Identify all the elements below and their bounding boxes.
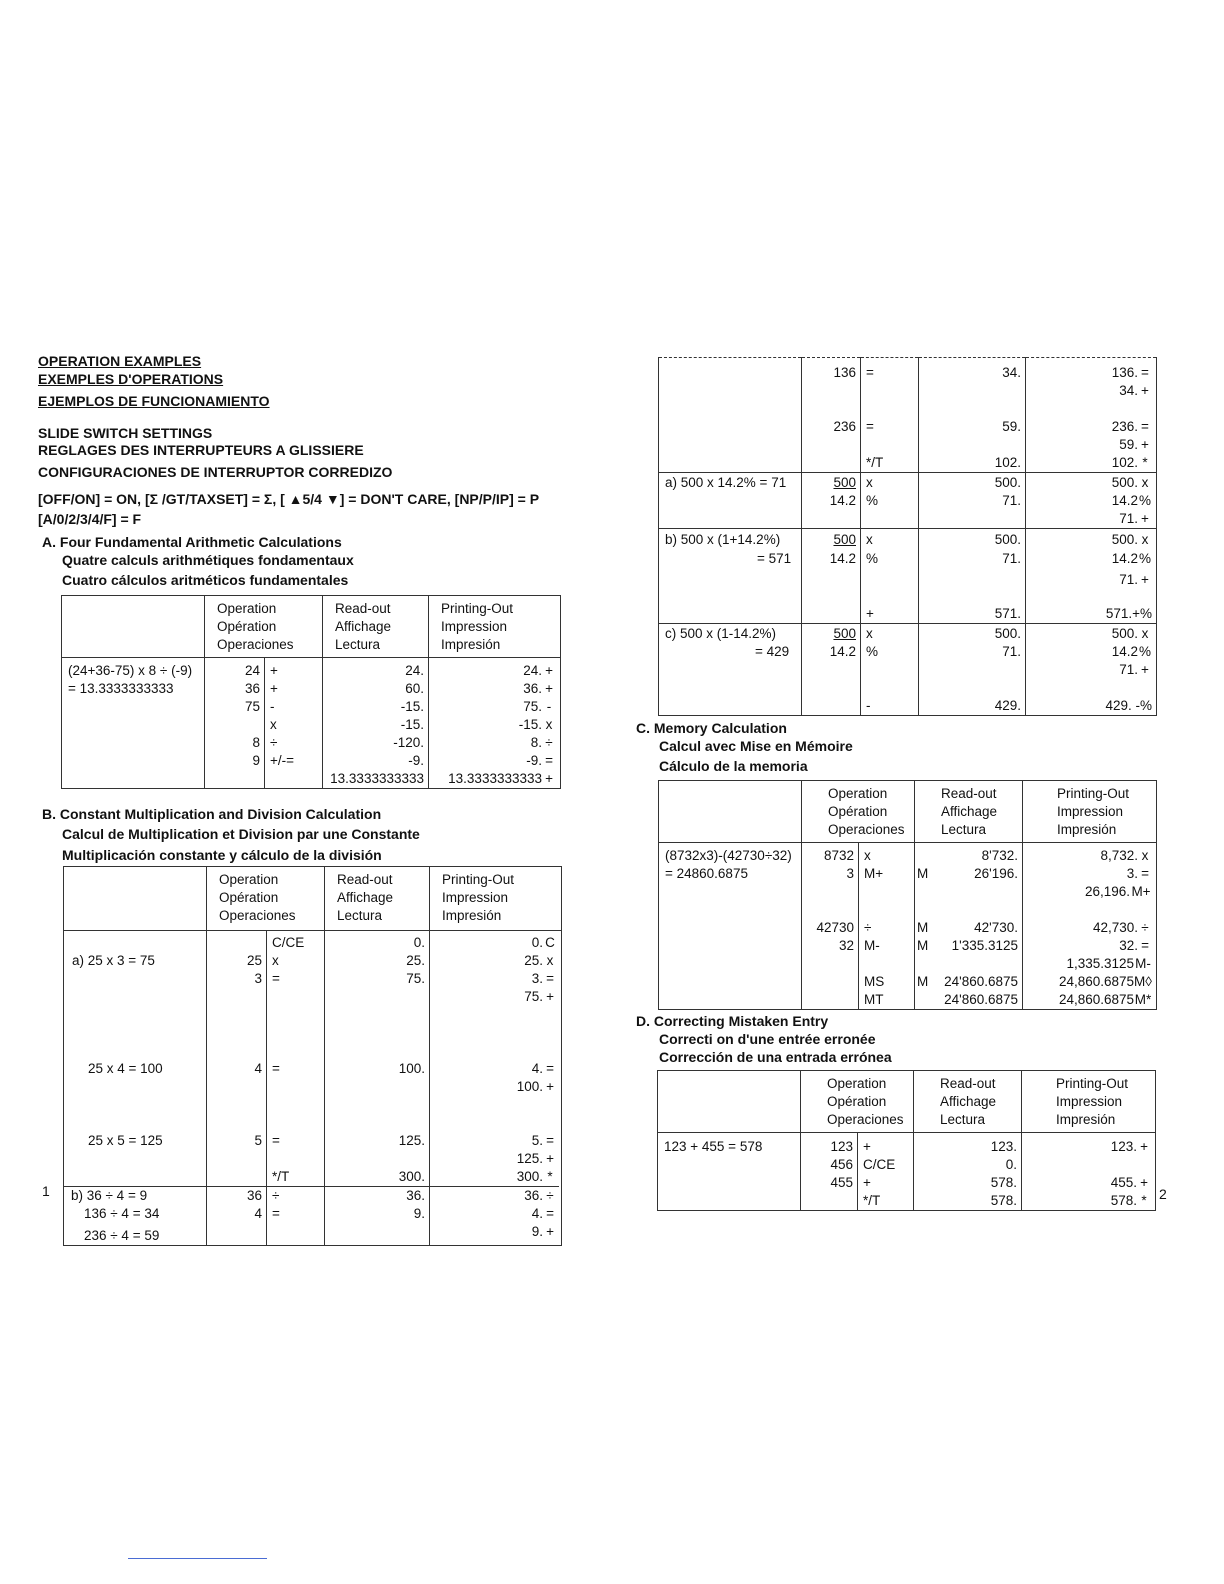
printout-values: 123. + 455. + 578. *	[1022, 1133, 1156, 1211]
readout-values: 123. 0. 578. 578.	[914, 1133, 1022, 1211]
readout-values-c: 500. 71. 429.	[919, 624, 1026, 716]
header-operation: Operation Opération Operaciones	[207, 867, 325, 931]
header-operation: Operation Opération Operaciones	[205, 596, 323, 658]
operation-numbers-b: 500 14.2	[802, 529, 861, 624]
printout-values: 136. = 34. + 236. = 59. + 102. *	[1026, 358, 1157, 473]
settings-line-1: [OFF/ON] = ON, [Σ /GT/TAXSET] = Σ, [ ▲5/4 ▼] = DON'T CARE, [NP/P/IP] = P	[38, 491, 540, 507]
printout-values: 8,732. x 3. = 26,196.M+ 42,730. ÷ 32. = 1,335.3125M- 24,860.6875M◊ 24,860.6875M*	[1023, 843, 1157, 1010]
operation-keys: C/CE x = = = */T ÷ =	[267, 931, 325, 1246]
example-cell: (24+36-75) x 8 ÷ (-9) = 13.3333333333	[62, 658, 205, 789]
operation-keys: x M+ ÷ M- MS MT	[859, 843, 915, 1010]
header-blank	[62, 596, 205, 658]
footer-rule	[128, 1558, 267, 1559]
operation-keys-c: x % -	[861, 624, 919, 716]
header-printing: Printing-Out Impression Impresión	[429, 596, 561, 658]
settings-line-2: [A/0/2/3/4/F] = F	[38, 511, 142, 527]
operation-numbers: 136 236	[802, 358, 861, 473]
section-a-es: Cuatro cálculos aritméticos fundamentales	[62, 572, 349, 588]
table-memory	[658, 780, 1157, 1010]
section-d-en: D. Correcting Mistaken Entry	[636, 1013, 829, 1029]
header-blank	[64, 867, 207, 931]
operation-numbers: 24 36 75 8 9	[205, 658, 265, 789]
header-printing: Printing-Out Impression Impresión	[1023, 781, 1157, 843]
section-c-es: Cálculo de la memoria	[659, 758, 808, 774]
printout-values: 0. C 25. x 3. = 75. + 4. = 100. + 5. = 125. + 300. * 36. ÷ 4. = 9. +	[430, 931, 562, 1246]
section-c-fr: Calcul avec Mise en Mémoire	[659, 738, 853, 754]
printout-values-c: 500. x 14.2% 71. + 429. -%	[1026, 624, 1157, 716]
table-correction	[657, 1070, 1156, 1211]
example-cell: 123 + 455 = 578	[658, 1133, 801, 1211]
operation-keys: = = */T	[861, 358, 919, 473]
table-arithmetic	[61, 595, 561, 789]
readout-values-a: 500. 71.	[919, 473, 1026, 529]
printout-values-b: 500. x 14.2% 71. + 571.+%	[1026, 529, 1157, 624]
section-b-es: Multiplicación constante y cálculo de la división	[62, 847, 382, 863]
printout-values-a: 500. x 14.2% 71. +	[1026, 473, 1157, 529]
example-cell: a) 25 x 3 = 75 25 x 4 = 100 25 x 5 = 125 b) 36 ÷ 4 = 9 136 ÷ 4 = 34 236 ÷ 4 = 59	[64, 931, 207, 1246]
example-cell: (8732x3)-(42730÷32) = 24860.6875	[659, 843, 802, 1010]
operation-keys: + C/CE + */T	[858, 1133, 914, 1211]
readout-values-b: 500. 71. 571.	[919, 529, 1026, 624]
section-b-en: B. Constant Multiplication and Division Calculation	[42, 806, 382, 822]
section-b-fr: Calcul de Multiplication et Division par une Constante	[62, 826, 420, 842]
readout-values: 0. 25. 75. 100. 125. 300. 36. 9.	[325, 931, 430, 1246]
operation-numbers: 8732 3 42730 32	[802, 843, 859, 1010]
header-blank	[658, 1071, 801, 1133]
operation-numbers: 25 3 4 5 36 4	[207, 931, 267, 1246]
page-number-left: 1	[42, 1183, 50, 1199]
section-c-en: C. Memory Calculation	[636, 720, 787, 736]
title-fr: EXEMPLES D'OPERATIONS	[38, 371, 224, 387]
page-number-right: 2	[1159, 1186, 1167, 1202]
section-d-es: Corrección de una entrada errónea	[659, 1049, 892, 1065]
table-constant	[63, 866, 562, 1246]
section-a-fr: Quatre calculs arithmétiques fondamentaux	[62, 552, 354, 568]
example-c-cell: c) 500 x (1-14.2%) = 429	[659, 624, 802, 716]
operation-numbers-a: 500 14.2	[802, 473, 861, 529]
operation-numbers-c: 500 14.2	[802, 624, 861, 716]
header-printing: Printing-Out Impression Impresión	[1022, 1071, 1156, 1133]
header-readout: Read-out Affichage Lectura	[325, 867, 430, 931]
title-en: OPERATION EXAMPLES	[38, 353, 202, 369]
operation-keys-b: x % +	[861, 529, 919, 624]
header-readout: Read-out Affichage Lectura	[914, 1071, 1022, 1133]
header-blank	[659, 781, 802, 843]
header-operation: Operation Opération Operaciones	[801, 1071, 914, 1133]
header-printing: Printing-Out Impression Impresión	[430, 867, 562, 931]
operation-numbers: 123 456 455	[801, 1133, 858, 1211]
example-cell	[659, 358, 802, 473]
header-readout: Read-out Affichage Lectura	[915, 781, 1023, 843]
example-a-cell: a) 500 x 14.2% = 71	[659, 473, 802, 529]
switch-heading-fr: REGLAGES DES INTERRUPTEURS A GLISSIERE	[38, 442, 364, 458]
readout-values: 8'732. M 26'196. M 42'730. M 1'335.3125 M 24'860.6875 24'860.6875	[915, 843, 1023, 1010]
switch-heading-en: SLIDE SWITCH SETTINGS	[38, 425, 213, 441]
operation-keys-a: x %	[861, 473, 919, 529]
section-a-en: A. Four Fundamental Arithmetic Calculations	[42, 534, 342, 550]
printout-values: 24. + 36. + 75. - -15. x 8. ÷ -9. = 13.3333333333 +	[429, 658, 561, 789]
table-constant-continued	[658, 357, 1157, 716]
readout-values: 34. 59. 102.	[919, 358, 1026, 473]
header-readout: Read-out Affichage Lectura	[323, 596, 429, 658]
operation-keys: + + - x ÷ +/-=	[265, 658, 323, 789]
header-operation: Operation Opération Operaciones	[802, 781, 915, 843]
example-b-cell: b) 500 x (1+14.2%) = 571	[659, 529, 802, 624]
section-d-fr: Correcti on d'une entrée erronée	[659, 1031, 876, 1047]
switch-heading-es: CONFIGURACIONES DE INTERRUPTOR CORREDIZO	[38, 464, 393, 480]
title-es: EJEMPLOS DE FUNCIONAMIENTO	[38, 393, 270, 409]
readout-values: 24. 60. -15. -15. -120. -9. 13.3333333333	[323, 658, 429, 789]
